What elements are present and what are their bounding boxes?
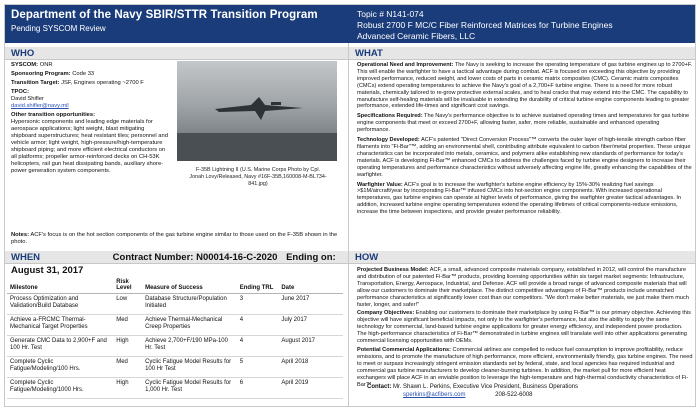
trl-cell: 6 [237, 377, 279, 398]
milestone-cell: Achieve a-FRCMC Thermal-Mechanical Target Properties [7, 314, 113, 335]
when-section-bar [5, 251, 348, 276]
how-details [357, 267, 693, 390]
ending-label: Ending on: [286, 252, 336, 263]
col-measure-of-success: Measure of Success [142, 269, 237, 293]
table-row [7, 293, 343, 314]
when-heading: WHEN [11, 252, 41, 263]
measure-cell: Achieve Thermal-Mechanical Creep Properties [142, 314, 237, 335]
technology-text: ACF's patented "Direct Conversion Process"™ converts the outer layer of high-tensile strength carbon fiber filaments into "Fi-Bar"™, adding an environmental shell, contributing attribute equivalent to carbon fiber/metal properties. These unique characteristics can be incorporated into metals, ceramics, and polymers alike establishing new standards of performance for today's materials. ACF is developing Fi-Bar™ enhanced CMCs to address the challenges faced by turbine engine designers to increase their operating temperatures and performance characteristics without adversely affecting engine life, greatly enhancing the capabilities of the warfighter. [357, 137, 692, 178]
col-risk-level: Risk Level [113, 269, 142, 293]
who-section-bar [5, 47, 348, 60]
specifications-text: The Navy's performance objective is to achieve sustained operating times and temperatures for gas turbine engine components that meet or exceed 2700+F, allowing faster, safer, more reliable, sustainable and enhanced operating performance. [357, 113, 690, 134]
measure-cell: Database Structure/Population Initiated [142, 293, 237, 314]
commercial-apps-text: Commercial airlines are compelled to reduce fuel consumption to improve profitability, reduce emissions, and to promote the manufacture of high performance, more efficient, environmentally friendly, gas turbine engines. The need to meet or surpass increasingly stringent emission standards set by federal, state, and local agencies has required industrial and commercial gas turbine manufacturers to develop cleaner-burning turbines. In addition, the market pull for more efficient heat exchangers will place ACF in an enviable position to leverage the high-temperature and high-thermal conductivity characteristics of Fi-Bar™. [357, 346, 693, 388]
risk-cell: High [113, 377, 142, 398]
warfighter-value-text: ACF's goal is to increase the warfighter's turbine engine efficiency by 15%-30% realizing fuel savings >$1M/aircraft/year by incorporating Fi-Bar™ infused CMCs into hot-section engine components. With increased operational temperatures, gas turbine engines can operate at higher levels of performance, giving the warfighter greater tactical advantages. In addition, increased turbine engine operating temperatures extend the operating lifetimes of critical components-reduce emissions, increase the time between inspections, and provide greater performance reliability. [357, 181, 682, 216]
measure-cell: Cyclic Fatigue Model Results for 1,000 Hr. Test [142, 377, 237, 398]
technology-label: Technology Developed: [357, 137, 420, 144]
milestone-cell: Generate CMC Data to 2,900+F and 100 Hr. Test [7, 335, 113, 356]
measure-cell: Achieve 2,700+F/190 MPa-100 Hr. Test [142, 335, 237, 356]
commercial-apps-label: Potential Commercial Applications: [357, 346, 451, 353]
company-name: Advanced Ceramic Fibers, LLC [357, 31, 476, 41]
ship-deck [177, 133, 337, 161]
milestone-cell: Process Optimization and Validation/Build Database [7, 293, 113, 314]
business-model-text: ACF, a small, advanced composite materials company, established in 2012, will control the manufacture and distribution of our patented Fi-Bar™ products, providing licensing opportunities within six target market segments: Infrastructure, Transportation, Energy, Aerospace, Industrial, and Defense. ACF will provide a broad range of advanced composite materials that will allow our customers to dominate their marketplace. The distinct competitive advantages of Fi-Bar™ products include unmatched performance characteristics at significantly lower cost than our competitors. "We don't make better materials, we just make them much faster, longer, and safer!" [357, 267, 689, 308]
trl-cell: 5 [237, 356, 279, 377]
how-section-bar [349, 251, 695, 264]
date-cell: July 2017 [278, 314, 343, 335]
topic-number: Topic # N141-074 [357, 9, 424, 19]
ending-date: August 31, 2017 [11, 265, 84, 276]
contact-email-link[interactable]: sperkins@acfibers.com [403, 392, 466, 398]
page-title: Department of the Navy SBIR/STTR Transition Program [11, 9, 318, 21]
f35b-photo [177, 61, 337, 161]
column-divider [348, 43, 349, 407]
risk-cell: Med [113, 356, 142, 377]
table-header-row [7, 269, 343, 293]
who-notes [11, 232, 341, 246]
page-subtitle: Pending SYSCOM Review [11, 24, 106, 33]
contract-number: N00014-16-C-2020 [196, 252, 278, 263]
header-right [357, 9, 613, 42]
trl-cell: 3 [237, 293, 279, 314]
what-heading: WHAT [355, 48, 383, 59]
syscom-value: ONR [39, 62, 53, 68]
sponsor-value: Code 33 [72, 71, 95, 77]
transition-sheet [4, 4, 696, 407]
contact-name: Mr. Shawn L. Perkins, Executive Vice President, Business Operations [393, 384, 578, 390]
measure-cell: Cyclic Fatigue Model Results for 100 Hr Test [142, 356, 237, 377]
trl-cell: 4 [237, 335, 279, 356]
date-cell: June 2017 [278, 293, 343, 314]
table-row [7, 314, 343, 335]
table-row [7, 335, 343, 356]
other-opportunities-label: Other transition opportunities: [11, 112, 96, 118]
warfighter-value-label: Warfighter Value: [357, 181, 403, 188]
date-cell: April 2018 [278, 356, 343, 377]
header-band [5, 5, 695, 43]
what-section-bar [349, 47, 695, 60]
contact-phone: 208-522-6008 [495, 392, 533, 398]
how-heading: HOW [355, 252, 379, 263]
table-row [7, 356, 343, 377]
sponsor-label: Sponsoring Program: [11, 71, 71, 77]
contact-label: Contact: [367, 384, 392, 390]
header-left [11, 9, 318, 33]
contact-block [367, 383, 687, 399]
col-milestone: Milestone [7, 269, 113, 293]
trl-cell: 4 [237, 314, 279, 335]
tpoc-name: David Shifler [11, 96, 44, 102]
specifications-label: Specifications Required: [357, 113, 423, 120]
risk-cell: Low [113, 293, 142, 314]
jet-silhouette-icon [211, 93, 307, 123]
risk-cell: High [113, 335, 142, 356]
notes-label: Notes: [11, 232, 30, 238]
who-details [11, 62, 171, 177]
syscom-label: SYSCOM: [11, 62, 39, 68]
contract-label: Contract Number: [112, 252, 194, 263]
company-objectives-label: Company Objectives: [357, 310, 415, 317]
photo-caption: F-35B Lightning II (U.S. Marine Corps Photo by Cpl. Jonah Lovy/Released, Navy #16F-35B,160008-M-BL734-841.jpg) [189, 167, 327, 187]
col-ending-trl: Ending TRL [237, 269, 279, 293]
tpoc-email-link[interactable]: david.shifler@navy.mil [11, 103, 69, 109]
operational-need-label: Operational Need and Improvement: [357, 62, 454, 68]
who-heading: WHO [11, 48, 35, 59]
business-model-label: Projected Business Model: [357, 267, 429, 273]
project-title: Robust 2700 F MC/C Fiber Reinforced Matrices for Turbine Engines [357, 20, 613, 30]
risk-cell: Med [113, 314, 142, 335]
notes-text: ACF's focus is on the hot section components of the gas turbine engine similar to those used on the F-35B shown in the photo. [11, 232, 338, 245]
milestone-table [7, 269, 343, 399]
date-cell: August 2017 [278, 335, 343, 356]
tpoc-label: TPOC: [11, 89, 30, 95]
transition-label: Transition Target: [11, 80, 60, 86]
date-cell: April 2019 [278, 377, 343, 398]
milestone-cell: Complete Cyclic Fatigue/Modeling/100 Hrs. [7, 356, 113, 377]
transition-value: JSF, Engines operating ~2700 F [61, 80, 144, 86]
table-row [7, 377, 343, 398]
other-opportunities-text: Hypersonic components and leading edge materials for aerospace applications; light weight, blast mitigating shipboard superstructures; heat resistant tiles; personnel and vehicle armor; light weight, high-pressure/high-temperature shipboard piping; and more efficient electrical conductors on all platforms; propeller armor-reinforced decks on CH-53K helicopters, rail gun heat dissipating bands, auxiliary shore-power generation system components. [11, 119, 168, 174]
what-details [357, 62, 693, 219]
operational-need-text: The Navy is seeking to increase the operating temperature of gas turbine engines up to 2700+F. This will enable the warfighter to have a tactical advantage during combat. ACF is focused on exceeding this objective by providing improved performance, reduced weight, and lower costs of parts in ceramic matrix composites (CMC). Ceramic matrix composites (CMCs) extend operating temperatures to achieve the Navy's goal of a 2,700+F turbine engine. There is a need for more robust materials, chemically tailored to re-grow protective external scales, and to heal cracks that may extend into the CMC. The capability to manufacture self-healing materials will be invaluable in extending the durability of critical turbine engine components leading to greater performance, extended life-times and significant cost savings. [357, 62, 693, 110]
milestone-cell: Complete Cyclic Fatigue/Modeling/1000 Hrs. [7, 377, 113, 398]
col-date: Date [278, 269, 343, 293]
company-objectives-text: Enabling our customers to dominate their marketplace by using Fi-Bar™ is our primary objective. Achieving this objective will have significant beneficial impacts, not only to the warfighter's performance, but also the ability to apply the same technology for commercial, land-based turbine engine applications for greater energy efficiency, and independent power production. The high-performance characteristics of Fi-Bar™ demonstrated in turbine engines will translate well into other applications generating commercial licensing opportunities with OEMs. [357, 310, 691, 345]
